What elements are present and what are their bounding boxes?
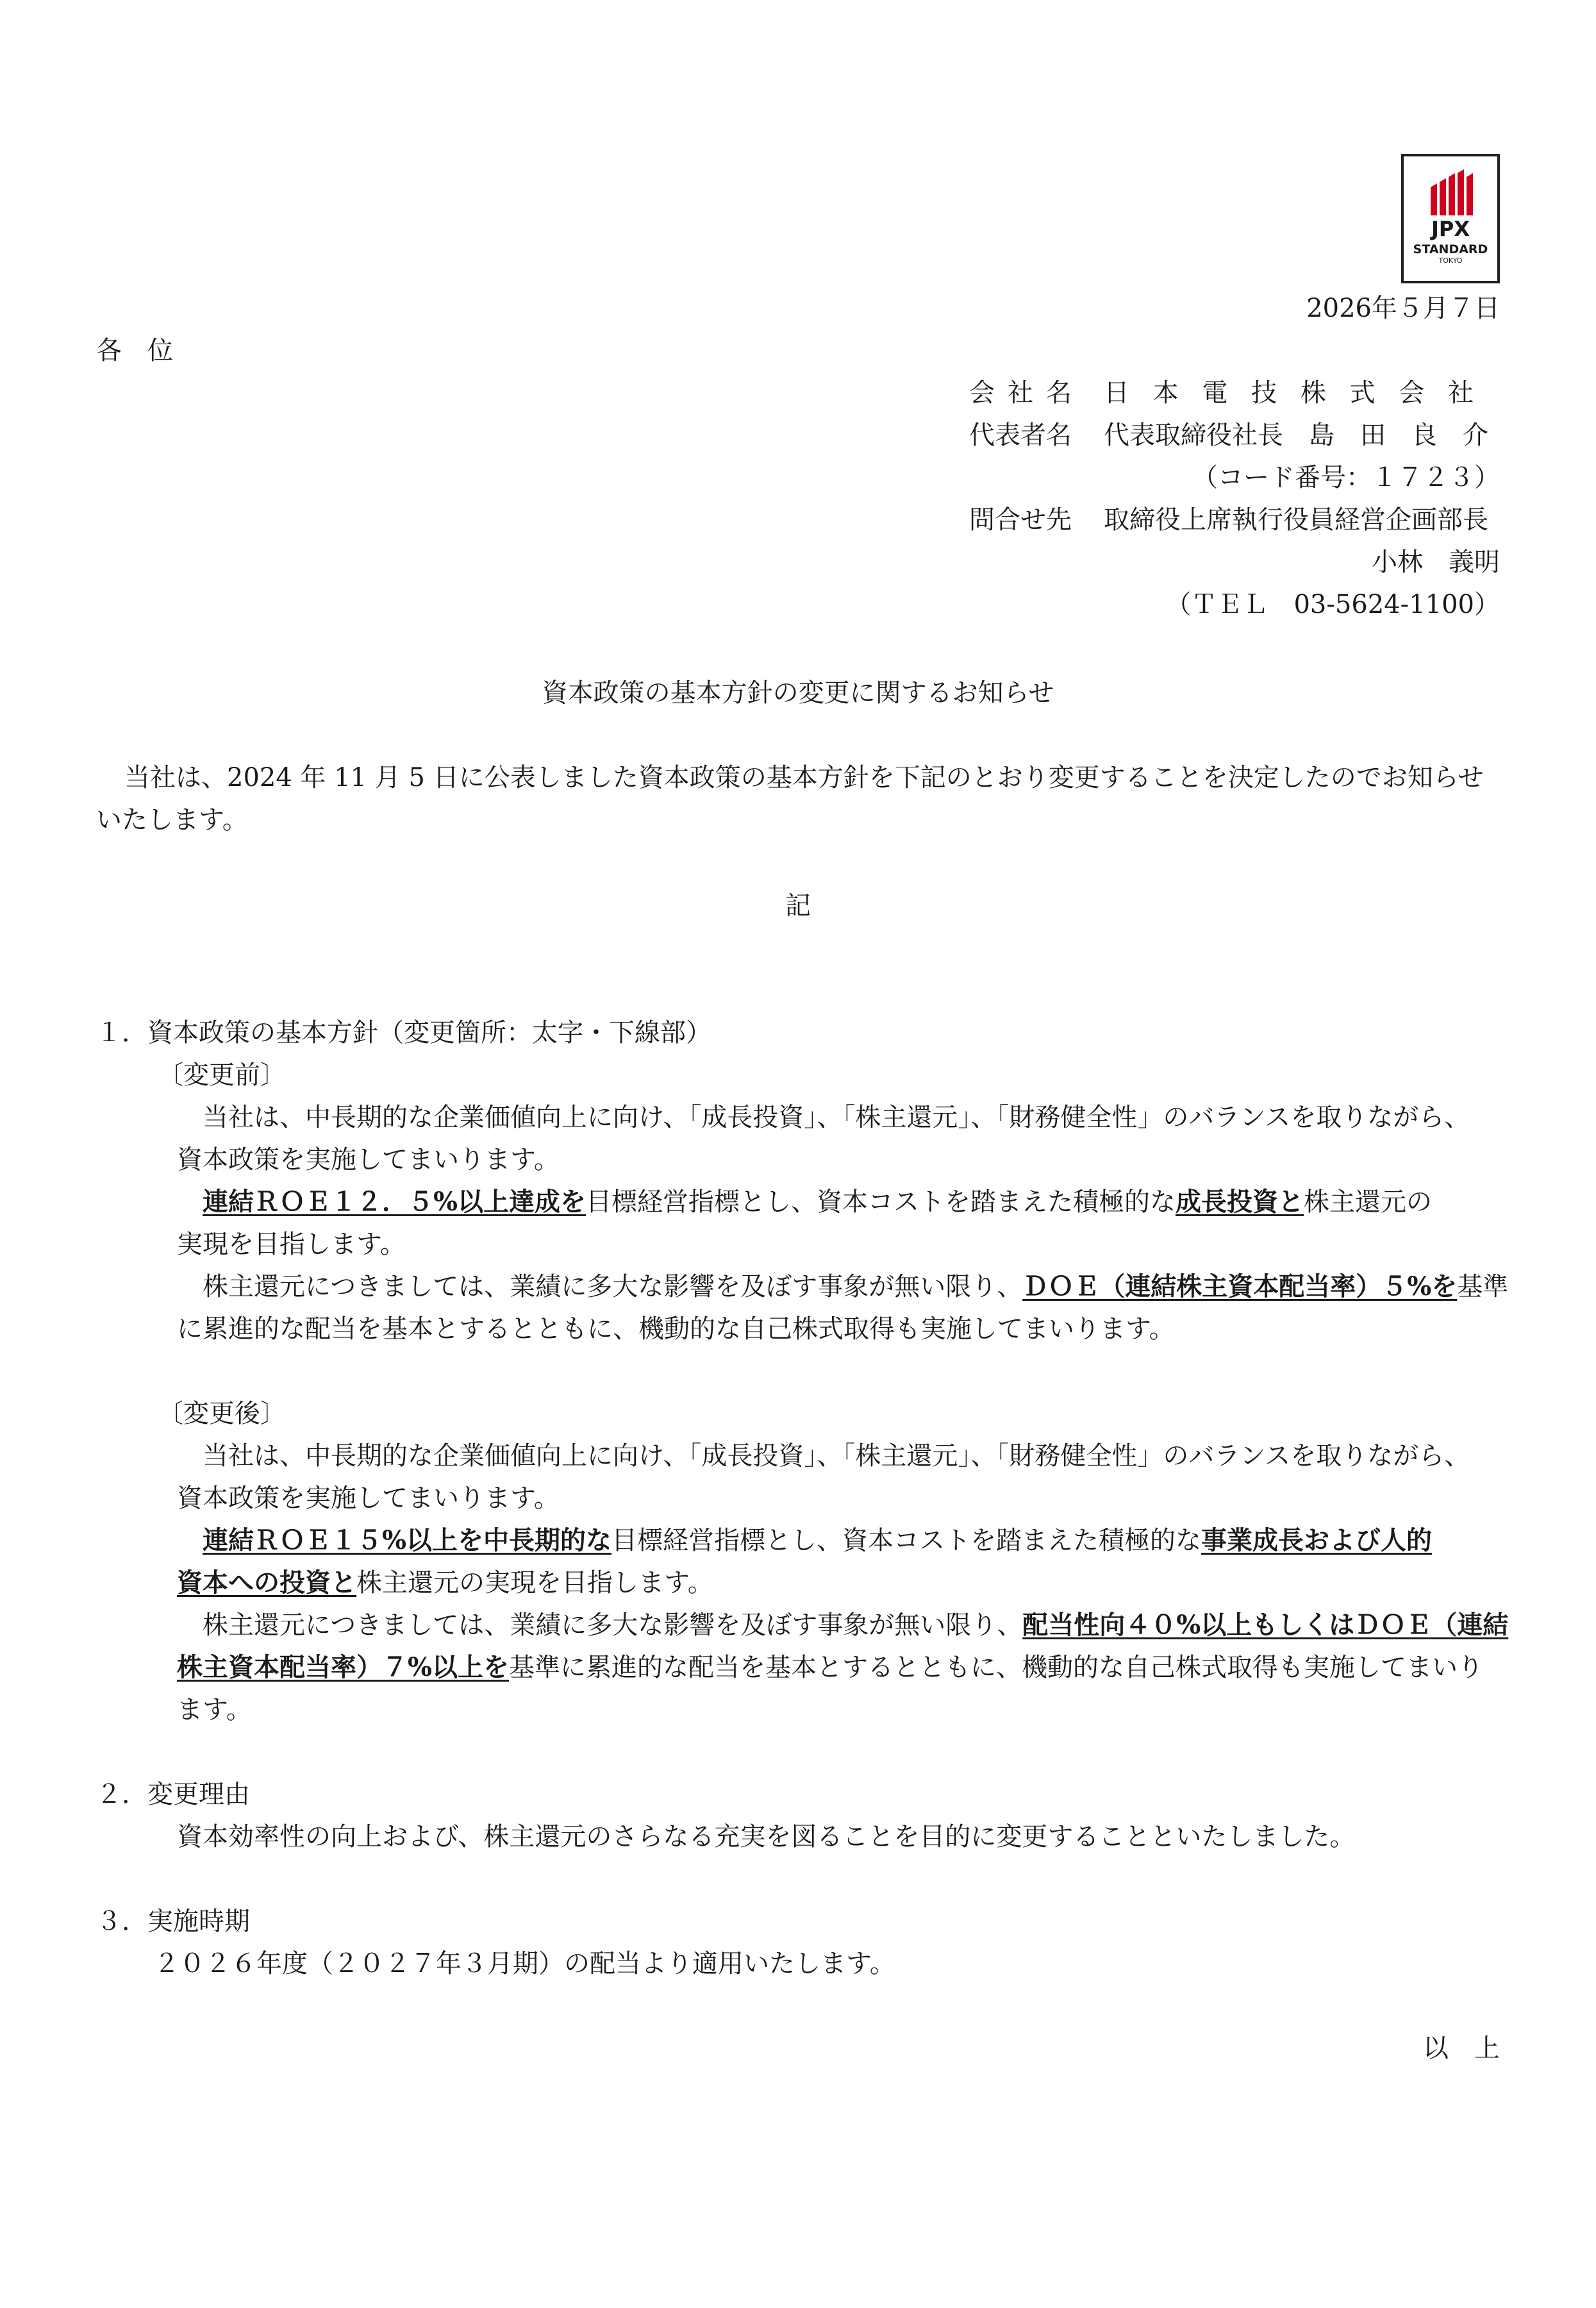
- section-3-body: ２０２６年度（２０２７年３月期）の配当より適用いたします。: [154, 1949, 895, 1978]
- logo-jpx-text: JPX: [1431, 217, 1470, 241]
- representative-label: 代表者名: [969, 421, 1072, 450]
- before-p1-line-1: 当社は、中長期的な企業価値向上に向け、「成長投資」、「株主還元」、「財務健全性」のバランスを取りながら、: [203, 1103, 1470, 1132]
- contact-title: 取締役上席執行役員経営企画部長: [1104, 505, 1488, 535]
- after-p3-line-1: [203, 1604, 1508, 1646]
- after-label: 〔変更後〕: [158, 1399, 286, 1428]
- before-p2-line-1: [203, 1181, 1432, 1223]
- after-business-growth: 事業成長および人的: [1201, 1525, 1433, 1555]
- logo-standard-text: STANDARD: [1413, 242, 1488, 256]
- before-label: 〔変更前〕: [158, 1060, 286, 1090]
- before-p1-line-2: 資本政策を実施してまいります。: [177, 1145, 560, 1175]
- jpx-bars-icon: [1429, 168, 1477, 217]
- after-roe-target: 連結ＲＯＥ１５%以上を中長期的な: [203, 1525, 612, 1555]
- addressee: 各 位: [96, 336, 173, 365]
- after-human-capital: 資本への投資と: [177, 1568, 356, 1598]
- contact-tel: （ＴＥＬ 03-5624-1100）: [1165, 590, 1500, 619]
- after-p2-line-2: [177, 1562, 713, 1604]
- before-p3-text-2: 基準: [1457, 1272, 1509, 1301]
- after-p3-text-2: 基準に累進的な配当を基本とするとともに、機動的な自己株式取得も実施してまいり: [509, 1653, 1484, 1682]
- before-doe-target: ＤＯＥ（連結株主資本配当率）５%を: [1022, 1271, 1458, 1301]
- contact-name: 小林 義明: [1372, 548, 1500, 577]
- representative: 代表取締役社長 島 田 良 介: [1104, 421, 1488, 450]
- section-3-heading: ３．実施時期: [96, 1907, 250, 1936]
- after-p1-line-2: 資本政策を実施してまいります。: [177, 1484, 560, 1513]
- section-1-heading: １．資本政策の基本方針（変更箇所：太字・下線部）: [96, 1018, 711, 1048]
- after-doe-target: 株主資本配当率）７%以上を: [177, 1652, 510, 1682]
- before-p3-text-1: 株主還元につきましては、業績に多大な影響を及ぼす事象が無い限り、: [203, 1272, 1023, 1301]
- after-p2-text-1: 目標経営指標とし、資本コストを踏まえた積極的な: [611, 1526, 1202, 1555]
- after-p3-line-2: [177, 1646, 1483, 1689]
- before-p3-line-1: [203, 1266, 1508, 1308]
- company-name-label: 会社名: [969, 378, 1085, 408]
- closing-mark: 以 上: [1423, 2034, 1500, 2063]
- after-payout-target: 配当性向４０%以上もしくはＤＯＥ（連結: [1022, 1610, 1509, 1640]
- jpx-standard-logo: [1401, 154, 1500, 283]
- after-p1-line-1: 当社は、中長期的な企業価値向上に向け、「成長投資」、「株主還元」、「財務健全性」のバランスを取りながら、: [203, 1441, 1470, 1471]
- contact-label: 問合せ先: [969, 505, 1072, 535]
- intro-line-1: 当社は、2024 年 11 月 5 日に公表しました資本政策の基本方針を下記のとおり変更することを決定したのでお知らせ: [124, 763, 1484, 792]
- logo-tokyo-text: TOKYO: [1438, 256, 1463, 265]
- document-date: 2026年５月７日: [1306, 294, 1500, 323]
- before-growth-investment: 成長投資と: [1176, 1187, 1304, 1217]
- after-p3-line-3: ます。: [177, 1695, 252, 1725]
- ki-marker: 記: [785, 891, 811, 921]
- before-p2-line-2: 実現を目指します。: [177, 1230, 406, 1259]
- intro-line-2: いたします。: [96, 805, 248, 835]
- before-p2-text-1: 目標経営指標とし、資本コストを踏まえた積極的な: [586, 1187, 1176, 1217]
- after-p2-text-2: 株主還元の実現を目指します。: [356, 1568, 713, 1598]
- after-p3-text-1: 株主還元につきましては、業績に多大な影響を及ぼす事象が無い限り、: [203, 1610, 1023, 1640]
- document-title: 資本政策の基本方針の変更に関するお知らせ: [542, 678, 1054, 708]
- company-name: 日 本 電 技 株 式 会 社: [1104, 378, 1482, 408]
- before-roe-target: 連結ＲＯＥ１２．５%以上達成を: [203, 1187, 586, 1217]
- section-2-body: 資本効率性の向上および、株主還元のさらなる充実を図ることを目的に変更することといたしました。: [177, 1822, 1356, 1852]
- before-p3-line-2: に累進的な配当を基本とするとともに、機動的な自己株式取得も実施してまいります。: [177, 1314, 1175, 1344]
- after-p2-line-1: [203, 1519, 1432, 1562]
- section-2-heading: ２．変更理由: [96, 1780, 250, 1809]
- company-code: （コード番号：１７２３）: [1192, 463, 1500, 492]
- before-p2-text-2: 株主還元の: [1304, 1187, 1433, 1217]
